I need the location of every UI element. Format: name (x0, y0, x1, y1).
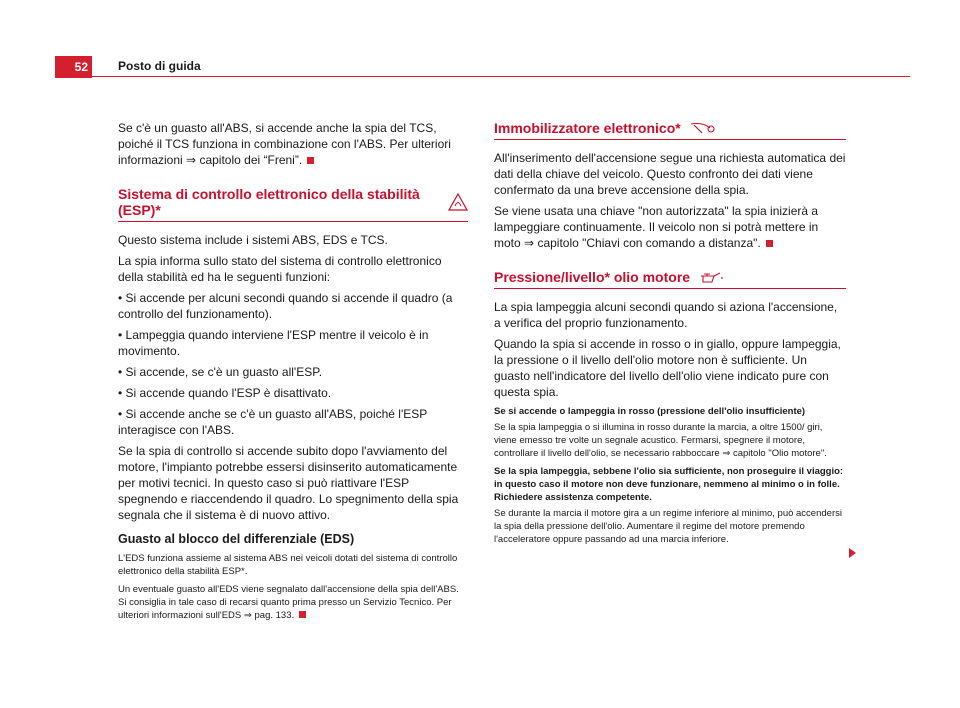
immo-para-2: Se viene usata una chiave "non autorizzata" la spia inizierà a lampeggiare continuamente. Il veicolo non si potrà mettere in moto ⇒ capitolo "Chiavi con comando a distanza". (494, 204, 819, 250)
eds-heading: Guasto al blocco del differenziale (EDS) (118, 532, 355, 546)
end-marker-icon (766, 240, 773, 247)
end-marker-icon (299, 611, 306, 618)
immo-para-1: All'inserimento dell'accensione segue una richiesta automatica dei dati della chiave del veicolo. Questo confronto dei dati viene confermato da una breve accensione della spia. (494, 151, 846, 197)
esp-para-2: La spia informa sullo stato del sistema di controllo elettronico della stabilità ed ha le seguenti funzioni: (118, 254, 442, 284)
header-rule (92, 76, 910, 77)
intro-paragraph: Se c'è un guasto all'ABS, si accende anche la spia del TCS, poiché il TCS funziona in combinazione con l'ABS. Per ulteriori informazioni ⇒ capitolo dei “Freni”. (118, 121, 451, 167)
esp-bullet-3: • Si accende, se c'è un guasto all'ESP. (118, 365, 323, 379)
oil-warning-para: Se durante la marcia il motore gira a un regime inferiore al minimo, può accendersi la spia della pressione dell'olio. Aumentare il regime del motore premendo l'acceleratore oppure passando ad una marcia inferiore. (494, 508, 842, 545)
ref-arrow-icon: ⇒ (243, 610, 252, 621)
oil-red-heading: Se si accende o lampeggia in rosso (pressione dell'olio insufficiente) (494, 406, 806, 417)
esp-bullet-1: • Si accende per alcuni secondi quando si accende il quadro (a controllo del funzionamento). (118, 291, 453, 321)
key-icon (689, 121, 717, 135)
immobilizer-heading: Immobilizzatore elettronico* (494, 120, 846, 140)
ref-arrow-icon: ⇒ (186, 153, 197, 167)
oil-warning-heading: Se la spia lampeggia, sebbene l'olio sia sufficiente, non proseguire il viaggio: in questo caso il motore non deve funzionare, nemmeno al minimo o in folle. Richiedere assistenza competente. (494, 466, 844, 503)
oil-para-2: Quando la spia si accende in rosso o in giallo, oppure lampeggia, la pressione o il livello dell'olio motore non è sufficiente. Un guasto nell'indicatore del livello dell'olio viene indicato pure con questa spia. (494, 337, 841, 399)
esp-para-1: Questo sistema include i sistemi ABS, EDS e TCS. (118, 233, 388, 247)
ref-arrow-icon: ⇒ (524, 236, 535, 250)
eds-para-1: L'EDS funziona assieme al sistema ABS nei veicoli dotati del sistema di controllo elettronico della stabilità ESP*. (118, 553, 458, 577)
section-title: Posto di guida (118, 59, 201, 73)
continue-arrow-icon (849, 548, 856, 558)
oil-can-icon (698, 270, 724, 284)
ref-arrow-icon: ⇒ (722, 448, 731, 459)
page-header (55, 56, 910, 78)
esp-heading: Sistema di controllo elettronico della stabilità (ESP)* (118, 186, 468, 222)
esp-bullet-5: • Si accende anche se c'è un guasto all'ABS, poiché l'ESP interagisce con l'ABS. (118, 407, 428, 437)
keys-chapter-link[interactable]: capitolo "Chiavi con comando a distanza". (537, 236, 761, 250)
oil-chapter-link[interactable]: capitolo "Olio motore". (732, 448, 827, 459)
right-column (494, 120, 846, 551)
oil-para-1: La spia lampeggia alcuni secondi quando si aziona l'accensione, a verifica del proprio funzionamento. (494, 300, 838, 330)
end-marker-icon (307, 157, 314, 164)
page-number: 52 (55, 56, 92, 78)
eds-page-link[interactable]: pag. 133. (254, 610, 295, 621)
left-column (118, 120, 468, 627)
brakes-chapter-link[interactable]: capitolo dei “Freni”. (199, 153, 303, 167)
esp-bullet-4: • Si accende quando l'ESP è disattivato. (118, 386, 332, 400)
oil-red-para: Se la spia lampeggia o si illumina in rosso durante la marcia, a oltre 1500/ giri, viene emesso tre volte un segnale acustico. Fermarsi, spegnere il motore, controllare il livello dell'olio, se necessario rabboccare ⇒ capitolo "Olio motore". (494, 422, 827, 459)
oil-heading: Pressione/livello* olio motore (494, 269, 846, 289)
esp-bullet-2: • Lampeggia quando interviene l'ESP mentre il veicolo è in movimento. (118, 328, 429, 358)
esp-warning-icon (448, 193, 468, 211)
esp-para-3: Se la spia di controllo si accende subito dopo l'avviamento del motore, l'impianto potrebbe essersi disinserito automaticamente per motivi tecnici. In questo caso si può riattivare l'ESP spegnendo e riaccendendo il quadro. Lo spegnimento della spia segnala che il sistema è di nuovo attivo. (118, 444, 459, 522)
eds-para-2: Un eventuale guasto all'EDS viene segnalato dall'accensione della spia dell'ABS. Si consiglia in tale caso di recarsi quanto prima presso un Servizio Tecnico. Per ulteriori informazioni sull'EDS ⇒ pag. 133. (118, 584, 459, 621)
